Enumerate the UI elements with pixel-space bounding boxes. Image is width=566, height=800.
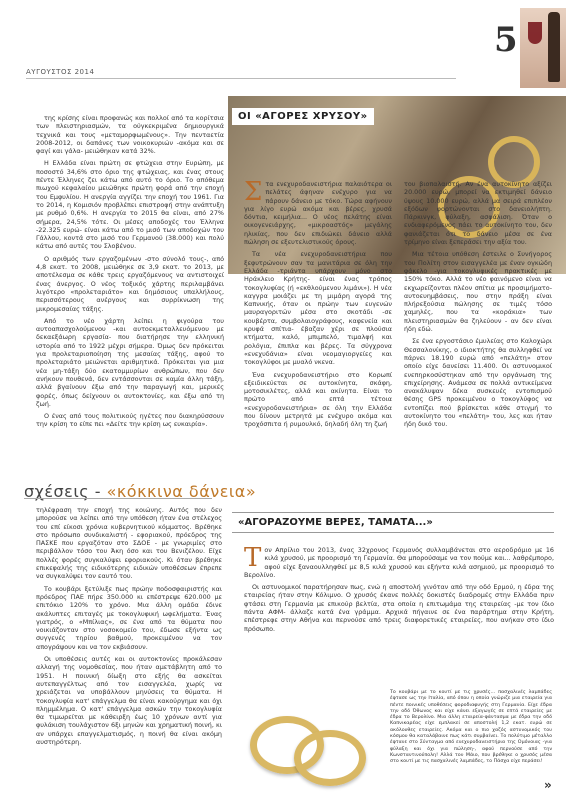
paragraph: Οι αστυνομικοί παρατήρησαν πως, ενώ η αποστολή γινόταν από την οδό Ερμού, η έδρα της εταιρείας ήταν στην Κόλιμνο. Ο χρυσός έκανε πολλές δοκιστές διαδρομές στην Ελλάδα πριν φτάσει στη Γερμανία με επικούρ βελτία, στα οποία η επιτωμάμα της εταιρείας -με τον ίδιο πάντα ΑΦΜ- άλλαζε κατά ένα γράμμα. Αρχικά πήγαινε σε ένα παράρτημα στην Κρήτη, επέστρεφε στην Αθήνα και περνούσε από τρεις διαφορετικές εταιρείες, που ανήκαν στο ίδιο πρόσωπο. [244,583,554,633]
paragraph: Ο αριθμός των εργαζομένων -στο σύνολό τους-, από 4,8 εκατ. το 2008, μειώθηκε σε 3,9 εκατ. το 2013, με αποτέλεσμα σε κάθε τρεις εργαζόμενους να αντιστοιχεί ένας άνεργος. Ο νέος τοξικός χάρτης περιλαμβάνει λιγότερο «προλεταριάτο» και δημόσιους υπαλλήλους, περισσότερους ανέργους και συρρίκνωση της μικρομεσαίας τάξης. [36,254,224,313]
drop-cap: Τ [244,543,262,573]
gold-article-column-a [244,177,392,433]
ring-shape [294,730,366,786]
header-divider [26,78,456,79]
rings-article-column [244,543,554,637]
rings-article-continued [390,690,552,770]
paragraph: τα ενεχυροδανειστήρια παλαιότερα οι πελάτες άφηναν ενέχυρο για να πάρουν δάνειο με τόκο. Τώρα αφήνουν για λίγο ευρώ ακόμα και βέρες, χρυσά δόντια, κειμήλια... Ο νέος πελάτης είναι οικογενειάρχης, «μικροαστός» μεγάλης ηλικίας, που δεν επιδιώκει δάνειο αλλά πώληση σε εξευτελιστικούς όρους. [244,180,392,247]
wine-bottle-shape [548,12,560,82]
section-title-main: σχέσεις - [24,482,107,501]
page-number: 5 [494,20,518,60]
paragraph: Η Ελλάδα είναι πρώτη σε φτώχεια στην Ευρώπη, με ποσοστό 34,6% στο όριο της φτώχειας, και ένας στους πέντε Έλληνες ζει κάτω από αυτό το όριο. Το απόθεμα πιωχού κεφαλαίου μειώθηκε πρώτη φορά από την εποχή του Εμφυλίου. Η ανεργία αγγίζει την εποχή του 1961. Για το 2014, η Κομισιόν προβλέπει επιστροφή στην ανάπτυξη με ρυθμό 0,6%. Η ανεργία το 2015 θα είναι, από 27% σήμερα, 24,5% τότε. Οι μέσες αποδοχές του Έλληνα -22.325 ευρώ- είναι κάτω από το μισό των αποδοχών του Γάλλου, κοντά στο μισό του Γερμανού (38.000) και πολύ κάτω από αυτές του Σλοβένου. [36,159,224,251]
paragraph: Ο ένας από τους πολιτικούς ηγέτες που διακηρύσσουν την κρίση το είπε πει «Δείτε την κρίση ως ευκαιρία». [36,412,224,429]
paragraph: Τα νέα ενεχυροδανειστήρια που ξεφυτρώνουν σαν τα μανιτάρια σε όλη την Ελλάδα -τριάντα υπάρχουν μόνο στο Ηράκλειο Κρήτης- είναι ένας τρόπος τοκογλυφίας (ή «εκθλούμενου λιμάνι»). Η νέα καγγρα μοιάζει με τη μιμάρη αγορά της Καπνικής, όταν οι πρώην των ευγενών μαυραγοριτών μέσα στο σκοτάδι -σε κουβέρτα, συμβολαιογράφους, καφενεία και κρυφά σπίτια- έβαζαν χέρι σε πλούσια κτήματα, καλό, μπιμπελό, τιμαλφή και ρολόγια, έπιπλα και βέρες. Τα σύγχρονα «ενεχυδάνια» είναι νεομαγιοργείες και τοκογλύφοι με μυαλό νκενα. [244,250,392,367]
drop-cap: Σ [244,177,263,207]
section-title-accent: «κόκκινα δάνεια» [106,482,257,501]
wine-photo [520,8,566,88]
section-divider [24,498,212,499]
paragraph: Οι υποθέσεις αυτές και οι αυτοκτονίες προκάλεσαν αλλαγή της νομοθεσίας, που ήταν αμετάβλητη από το 1951. Η ποινική δίωξη στο εξής θα ασκείται αυτεπαγγέλτως από τον εισαγγελέα, χωρίς να χρειάζεται να υποβάλλουν μηνύσεις τα θύματα. Η τοκογλυφία κατ' επάγγελμα θα είναι κακούργημα και όχι πλημμέλημα. Ο κατ' επάγγελμα ασκών την τοκογλυφία θα τιμωρείται με κάθειρξη έως 10 χρόνων αντί για φυλάκιση τουλάχιστον 6ξι μηνών και χρηματική ποινή, κι αν υπάρχει επαγγελματισμός, η ποινή θα είναι ακόμη αυστηρότερη. [36,655,222,747]
loans-article-column [36,506,222,750]
paragraph: Το κουβάρι με το κουτί με τις χρυσές... πασχαλινές λαμπάδες έφτασε ως την Ιταλία, από όπου η οποία γνώριζε μια εταιρεία για πέντε ποινικές υποθέσεις φοροδιαφυγής στη Γερμανία. Είχε έδρα την οδό Όθωνος και είχε κάνει εξαγωγές σε επτά εταιρείες με έδρα το Βερολίνο. Μια άλλη εταιρεία-φάντασμα με έδρα την οδό Καπνικαρέας είχε εμπλακεί σε αποστολή 1,2 εκατ. ευρώ σε ακόλουθες εταιρείες. Ακόμα και ο πιο χαζός αστυνομικός του κόσμου θα καταλάβαινε πως κάτι συμβαίνει. Το πολύτιμο μέταλλο έφτανε στο Σύνταγμα από ενεχυροδανειστήρια της Ομόνοιας -για φύλαξη και όχι για πώληση-, αφού περνούσε από την Κωνσταντινούπολη! Αλλά τον Μάιο, που βρέθηκε ο χρυσός μέσα στο κουτί με τις πασχαλινές λαμπάδες, το Πάσχα είχε περάσει! [390,690,552,765]
continue-arrow-icon: » [544,778,552,792]
paragraph: Μια τέτοια υπόθεση έστειλε ο Συνήγορος του Πολίτη στον εισαγγελέα με έναν ογκώδη φάκελο -για τοκογλυφικές πρακτικές με 150% τόκο. Αλλά το νέο φαινόμενο είναι να εκχωρείζονται πλέον σπίτια με προσιμήματο-αυτοευημβάσεις, που στην πράξη είναι πλήρεξούσια πώλησης σε τιμές τόσο χαμηλές, που τα «κοράκια» των πλειστηριασμών θα ζηλεύουν - αν δεν είναι ήδη εδώ. [404,250,552,334]
paragraph: Ένα ενεχυροδανειστήριο στο Κορωπί εξειδικεύεται σε αυτοκίνητα, σκάφη, μοτοσικλέτες, αλλά και ακίνητα. Είναι το πρώτο από επτά τέτοια «ενεχυροδανειστήρια» σε όλη την Ελλάδα που δίνουν μετρητά με ενέχυρο ακόμα και τροχόσπιτα ή ρυμουλκό, δηλαδή όλη τη ζωή [244,370,392,429]
paragraph: της κρίσης είναι προφανώς και πολλοί από τα κορίτσια των πλειστηριασμών, τα ούγκεκριμένα δημιουργικά τεχνικά και τους «μεταμορφωμένους». Την πενταετία 2008-2012, οι δαπάνες των νοικοκυριών -ακόμα και σε φαγί και γάλα- μειώθηκαν κατά 32%. [36,114,224,156]
paragraph: τηλέφραση την εποχή της κοιώνης. Αυτός που δεν μπορούσε να λείπει από την υπόθεση ήταν ένα στέλεχος του επί είκοσι χρόνια κυβερνητικού κόμματος. Βρέθηκε στο πρόσωπο συνδικαλιστή - εφοριακού, πρόεδρος της ΠΑΣΚΕ που εργαζόταν στο ΣΔΟΕ - με γνωριμίες στο περιβάλλον τόσο του Άκη όσο και του Βενιζέλου. Είχε πολλές φορές συγκαλύψει εφοριακούς. Κι όταν βρέθηκε επικεφαλής της ειδικότερης ειδικών υποθέσεων έπρεπε να συγκαλύψει τον εαυτό του. [36,506,222,581]
paragraph: του βιοπαλαιστή. Αν ένα αυτοκίνητο αξίζει 20.000 ευρώ, μπορεί να εκτιμηθεί δάνειο ύψους 10.000 ευρώ, αλλά μα σειρά επιπλέον εξόδων φορτώνονται στο δανειολήπτη. Πάρκινγκ, φύλαξη, ασφάλιση. Όταν ο ενδιαφερόμενος πάει το αυτοκίνητο του, δεν φανιάζεται ότι το δάνειο μέσα σε ένα τρίμηνο είναι ξεπεράσει την αξία του. [404,180,552,247]
paragraph: Από το νέο χάρτη λείπει η φιγούρα του αυτοαπασχολούμενου -και αυτοεκμεταλλευόμενου με δεκαεξάωρη εργασία- που διατήρησε την ελληνική ιστορία από το 1922 μέχρι σήμερα. Όμως δεν πρόκειται για προλεταριοποίηση της μεσαίας τάξης, αφού το προλεταριάτο μειώνεται αριθμητικά. Πρόκειται για μια νέα μη-τάξη δύο εκατομμυρίων ανθρώπων, που δεν ανήκουν πουθενά, δεν εντάσσονται σε καμία άλλη τάξη, αλλά βγαίνουν έξω από την παραγωγή και, μερικές φορές, όπως δείχνουν οι αυτοκτονίες, και έξω από τη ζωή. [36,316,224,408]
rings-article-headline: «ΑΓΟΡΑΖΟΥΜΕ ΒΕΡΕΣ, ΤΑΜΑΤΑ...» [232,512,554,533]
issue-date: ΑΥΓΟΥΣΤΟΣ 2014 [26,68,95,76]
gold-markets-headline: ΟΙ «ΑΓΟΡΕΣ ΧΡΥΣΟΥ» [232,108,374,125]
wedding-rings-photo [232,676,382,794]
article-column-left [36,114,224,433]
paragraph: Σε ένα εργοστάσιο έμυλείας στο Καλοχώρι Θεσσαλονίκης, ο ιδιοκτήτης θα συλληφθεί να πάρνει 18.190 ευρώ από «πελάτη» στον οποίο είχε δανείσει 11.400. Οι αστυνομικοί ενεπηρκοσύστηκαν από την οργάνωση της επιχείρησης. Ανάμεσα σε πολλά αντικείμενα ανακάλυψαν δέκα συσκευές εντοπισμού θέσης GPS προκειμένου ο τοκογλύφος να εντοπίζει πού βρίσκεται κάθε στιγμή το αυτοκίνητο του «πελάτη» του, λες και ήταν ήδη δικό του. [404,337,552,429]
gold-article-column-b [404,180,552,433]
paragraph: Το κουβάρι ξετύλιξε πως πρώην ποδοσφαιριστής και πρόεδρος ΠΑΕ πήρε 350.000 κι επέστρεψε 620.000 με επιτόκιο 120% το χρόνο. Μια άλλη ομάδα έδινε ακάλυπτες επιταγές με τοκογλυφική ωφελήματα. Ένας γιατρός, ο «Μπίλιας», σε ένα από τα θύματα που νοικιάζονταν στο νοσοκομείο του, έδωσε εξήντα ως συγγενές τηρίου βαθμού, προκειμένου να τον απογράψουν και να τον εκβιάσουν. [36,584,222,651]
wine-glass-shape [528,22,542,44]
paragraph: ον Απρίλιο του 2013, ένας 32χρονος Γερμανός συλλαμβάνεται στο αεροδρόμιο με 16 κιλά χρυσού, με προορισμό τη Γερμανία. Θα μπορούσαμε να τον πούμε και... λαθρέμπορο, αφού είχε ξαναουλληφθεί με 8,5 κιλά χρυσού και εξήντα κιλά ασημιού, με προορισμό το Βερολίνο. [244,546,554,579]
